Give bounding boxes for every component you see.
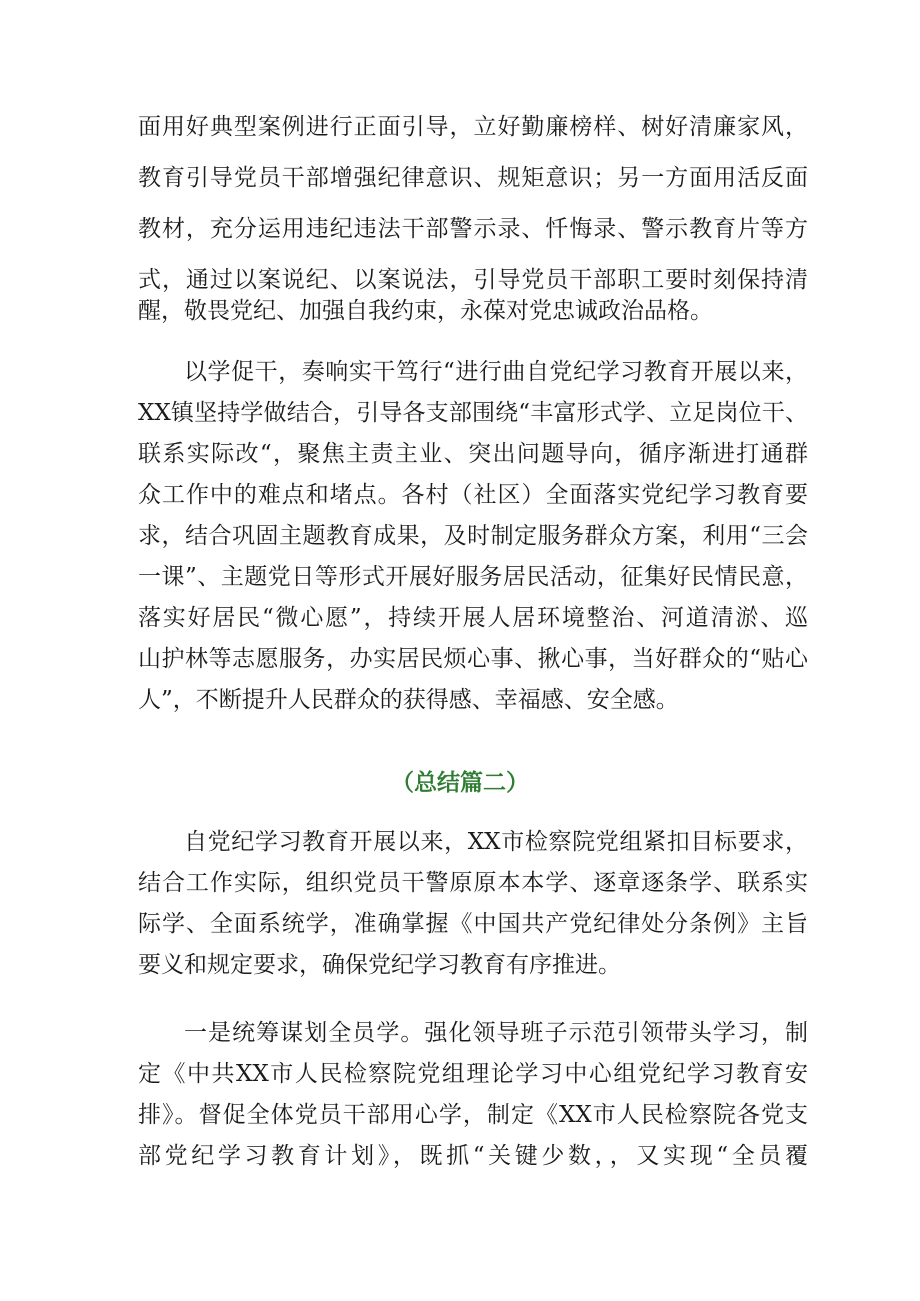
paragraph-line: 联系实际改“，聚焦主责主业、突出问题导向，循序渐进打通群 (138, 441, 808, 467)
paragraph-line: 排》。督促全体党员干部用心学，制定《XX市人民检察院各党支 (138, 1102, 808, 1128)
paragraph-line: 人”，不断提升人民群众的获得感、幸福感、安全感。 (138, 687, 679, 713)
paragraph-line: 面用好典型案例进行正面引导，立好勤廉榜样、树好清廉家风， (138, 114, 808, 140)
paragraph-line: 一是统筹谋划全员学。强化领导班子示范引领带头学习，制 (184, 1020, 808, 1046)
paragraph-line: 要义和规定要求，确保党纪学习教育有序推进。 (138, 952, 621, 978)
paragraph-line: 落实好居民“微心愿”，持续开展人居环境整治、河道清淤、巡 (138, 605, 808, 631)
paragraph-line: 定《中共XX市人民检察院党组理论学习中心组党纪学习教育安 (138, 1061, 808, 1087)
paragraph-line: 一课”、主题党日等形式开展好服务居民活动，征集好民情民意， (138, 564, 808, 590)
paragraph-line: 众工作中的难点和堵点。各村（社区）全面落实党纪学习教育要 (138, 482, 808, 508)
paragraph-line: 式，通过以案说纪、以案说法，引导党员干部职工要时刻保持清 (138, 267, 808, 293)
paragraph-line: 教材，充分运用违纪违法干部警示录、忏悔录、警示教育片等方 (138, 216, 808, 242)
paragraph-line: 际学、全面系统学，准确掌握《中国共产党纪律处分条例》主旨 (138, 911, 808, 937)
paragraph-line: 自党纪学习教育开展以来，XX市检察院党组紧扣目标要求， (184, 829, 808, 855)
paragraph-line: 山护林等志愿服务，办实居民烦心事、揪心事，当好群众的“贴心 (138, 646, 808, 672)
paragraph-line: 求，结合巩固主题教育成果，及时制定服务群众方案，利用“三会 (138, 523, 808, 549)
paragraph-line: XX镇坚持学做结合，引导各支部围绕“丰富形式学、立足岗位干、 (138, 400, 808, 426)
paragraph-line: 以学促干，奏响实干笃行“进行曲自党纪学习教育开展以来， (184, 359, 808, 385)
paragraph-line: 教育引导党员干部增强纪律意识、规矩意识；另一方面用活反面 (138, 165, 808, 191)
section-heading: （总结篇二） (391, 769, 529, 796)
paragraph-line: 结合工作实际，组织党员干警原原本本学、逐章逐条学、联系实 (138, 870, 808, 896)
paragraph-line: 醒，敬畏党纪、加强自我约束，永葆对党忠诚政治品格。 (138, 298, 713, 324)
paragraph-line: 部党纪学习教育计划》，既抓“关键少数，，又实现“全员覆 (138, 1143, 808, 1169)
